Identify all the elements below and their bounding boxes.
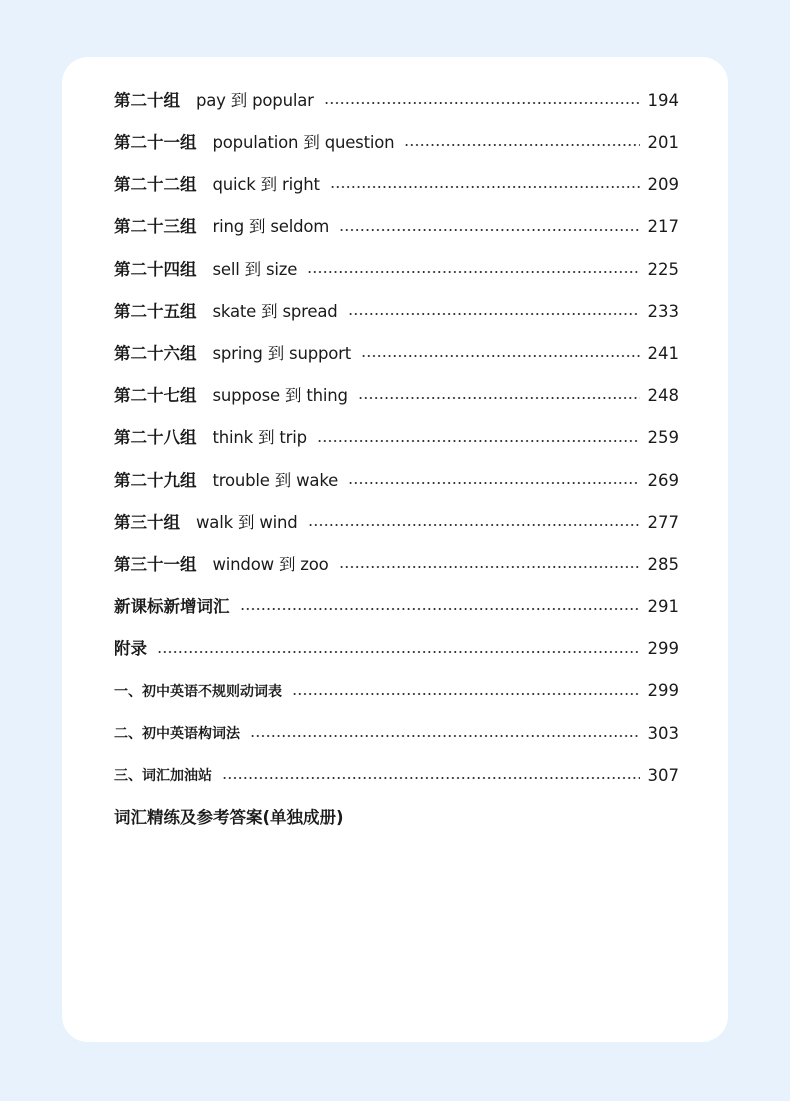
toc-title: trouble 到 wake [212,470,339,490]
toc-appendix-label: 三、词汇加油站 [114,768,212,785]
dot-leader [292,693,640,695]
toc-group-label: 第二十八组 [114,428,197,448]
dot-leader [339,229,639,231]
toc-group-label: 第二十一组 [114,133,197,153]
toc-group-label: 第二十四组 [114,259,197,279]
toc-entry[interactable] [114,460,679,502]
toc-entry[interactable] [114,249,679,291]
toc-appendix-item[interactable] [114,671,679,713]
dot-leader [348,313,640,315]
toc-entry[interactable] [114,80,679,122]
toc-title: ring 到 seldom [212,217,330,237]
footer-note: 词汇精练及参考答案(单独成册) [114,808,344,828]
toc-title: sell 到 size [212,259,298,279]
dot-leader [358,397,640,399]
toc-page-number: 248 [647,386,679,406]
toc-group-label: 第二十七组 [114,386,197,406]
toc-footer-note-row [114,797,679,839]
toc-title: suppose 到 thing [212,386,348,406]
toc-entry[interactable] [114,544,679,586]
toc-page-number: 217 [647,217,679,237]
toc-title: window 到 zoo [212,554,329,574]
dot-leader [308,524,640,526]
toc-entry[interactable] [114,122,679,164]
toc-entry[interactable] [114,418,679,460]
dot-leader [348,482,639,484]
toc-section-label: 附录 [114,639,147,659]
toc-entry[interactable] [114,164,679,206]
dot-leader [330,186,640,188]
toc-page-number: 209 [647,175,679,195]
dot-leader [339,566,640,568]
toc-title: pay 到 popular [196,90,314,110]
toc-page-number: 233 [647,301,679,321]
dot-leader [240,608,640,610]
toc-appendix-item[interactable] [114,713,679,755]
dot-leader [307,271,639,273]
toc-page-number: 303 [647,723,679,743]
toc-section-label: 新课标新增词汇 [114,597,230,617]
toc-group-label: 第二十组 [114,90,180,110]
toc-title: skate 到 spread [212,301,338,321]
dot-leader [222,777,640,779]
dot-leader [317,440,640,442]
toc-group-label: 第二十六组 [114,343,197,363]
dot-leader [361,355,639,357]
toc-page-number: 299 [647,681,679,701]
toc-entry[interactable] [114,333,679,375]
toc-entry[interactable] [114,375,679,417]
toc-page-number: 285 [647,554,679,574]
toc-group-label: 第三十组 [114,512,180,532]
toc-entry[interactable] [114,207,679,249]
toc-section[interactable] [114,628,679,670]
toc-appendix-item[interactable] [114,755,679,797]
toc-group-label: 第二十九组 [114,470,197,490]
toc-entry[interactable] [114,502,679,544]
toc-group-label: 第二十三组 [114,217,197,237]
toc-appendix-label: 一、初中英语不规则动词表 [114,683,282,700]
dot-leader [250,735,640,737]
toc-group-label: 第二十五组 [114,301,197,321]
toc-group-label: 第二十二组 [114,175,197,195]
toc-title: population 到 question [212,133,395,153]
toc-title: spring 到 support [212,343,352,363]
table-of-contents [114,80,679,839]
toc-page-number: 241 [647,343,679,363]
toc-section[interactable] [114,586,679,628]
dot-leader [324,102,640,104]
toc-page-number: 269 [647,470,679,490]
toc-page-number: 194 [647,90,679,110]
toc-appendix-label: 二、初中英语构词法 [114,725,240,742]
dot-leader [157,651,640,653]
toc-group-label: 第三十一组 [114,554,197,574]
toc-page-number: 259 [647,428,679,448]
toc-title: quick 到 right [212,175,320,195]
toc-page-number: 291 [647,597,679,617]
toc-page-number: 277 [647,512,679,532]
toc-page-number: 299 [647,639,679,659]
toc-page-number: 307 [647,765,679,785]
toc-entry[interactable] [114,291,679,333]
toc-title: walk 到 wind [196,512,298,532]
toc-title: think 到 trip [212,428,307,448]
toc-page-number: 225 [647,259,679,279]
dot-leader [404,144,639,146]
toc-page-number: 201 [647,133,679,153]
